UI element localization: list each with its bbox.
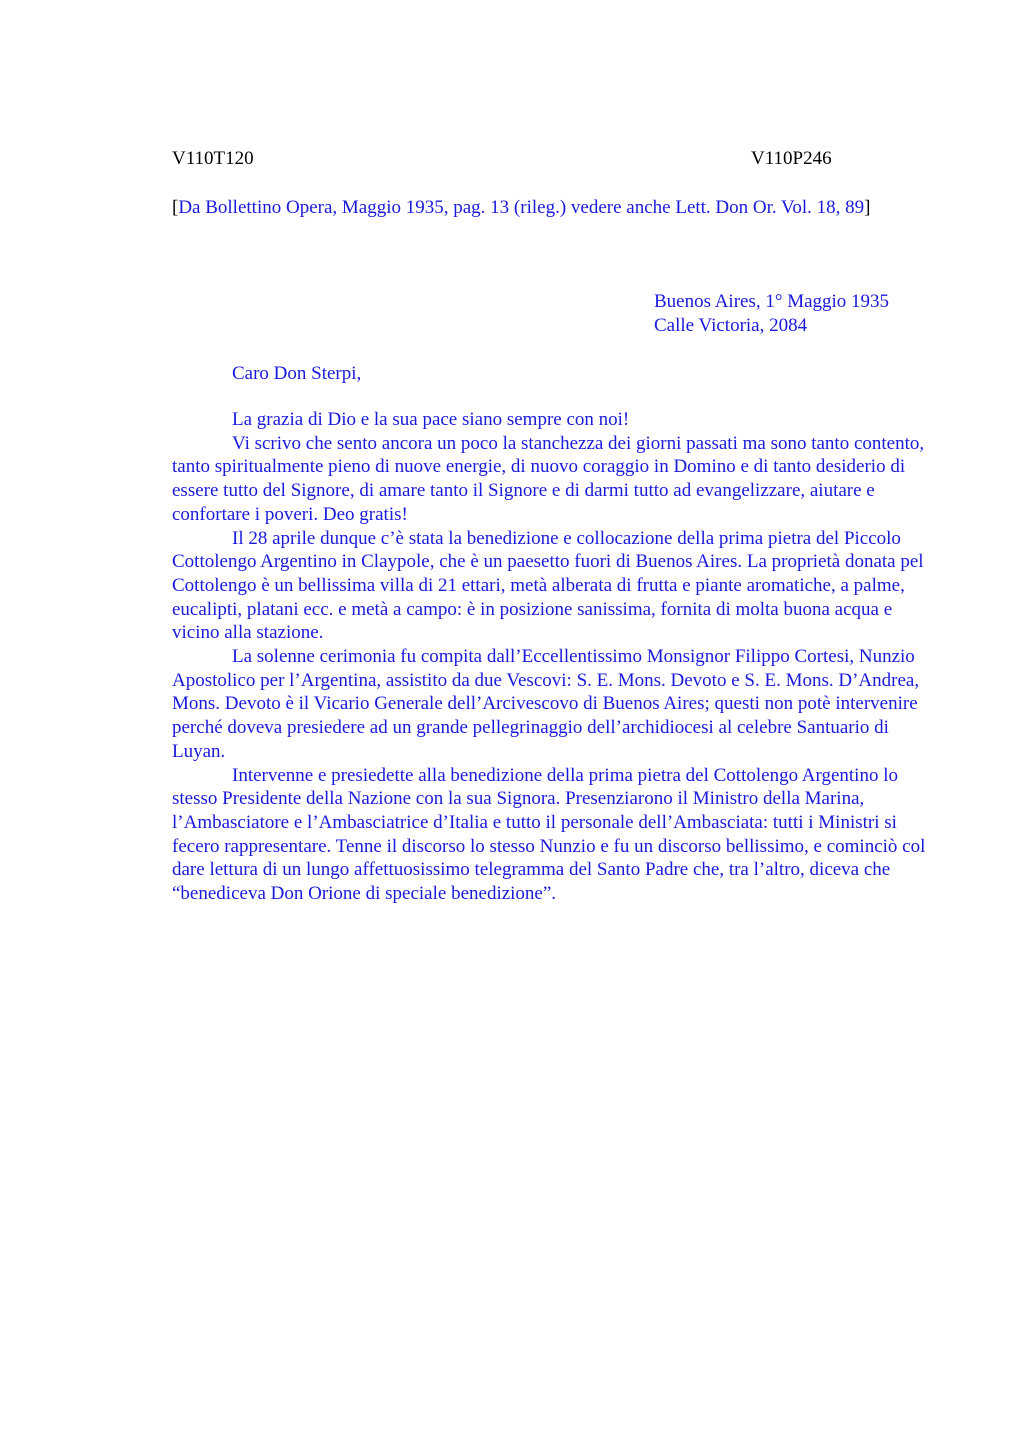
source-open-bracket: [ xyxy=(172,197,179,218)
paragraph: Intervenne e presiedette alla benedizione della prima pietra del Cottolengo Argentino lo stesso Presidente della Nazione con la sua Signora. Presenziarono il Ministro della Marina, l’Ambasciatore e l’Ambasciatrice d’Italia e tutto il personale dell’Ambasciata: tutti i Ministri si fecero rappresentare. Tenne il discorso lo stesso Nunzio e fu un discorso bellissimo, e cominciò col dare lettura di un lungo affettuosissimo telegramma del Santo Padre che, tra l’altro, diceva che “benediceva Don Orione di speciale benedizione”. xyxy=(172,764,926,905)
paragraph: La solenne cerimonia fu compita dall’Eccellentissimo Monsignor Filippo Cortesi, Nunzio Apostolico per l’Argentina, assistito da due Vescovi: S. E. Mons. Devoto e S. E. Mons. D’Andrea, Mons. Devoto è il Vicario Generale dell’Arcivescovo di Buenos Aires; questi non potè intervenire perché doveva presiedere ad un grande pellegrinaggio dell’archidiocesi al celebre Santuario di Luyan. xyxy=(172,646,920,762)
address-line: Calle Victoria, 2084 xyxy=(654,314,808,336)
source-reference-text: Da Bollettino Opera, Maggio 1935, pag. 13 (rileg.) vedere anche Lett. Don Or. Vol. 18, 89 xyxy=(178,197,865,218)
source-reference xyxy=(172,196,924,220)
place-date-line: Buenos Aires, 1° Maggio 1935 xyxy=(654,291,890,312)
letter-heading xyxy=(654,290,889,337)
paragraph: Il 28 aprile dunque c’è stata la benedizione e collocazione della prima pietra del Piccolo Cottolengo Argentino in Claypole, che è un paesetto fuori di Buenos Aires. La proprietà donata pel Cottolengo è un bellissima villa di 21 ettari, metà alberata di frutta e piante aromatiche, a palme, eucalipti, platani ecc. e metà a campo: è in posizione sanissima, fornita di molta buona acqua e vicino alla stazione. xyxy=(172,527,924,644)
document-code-right: V110P246 xyxy=(751,148,832,169)
source-close-bracket: ] xyxy=(864,197,871,218)
paragraph: Vi scrivo che sento ancora un poco la stanchezza dei giorni passati ma sono tanto contento, tanto spiritualmente pieno di nuove energie, di nuovo coraggio in Domino e di tanto desiderio di essere tutto del Signore, di amare tanto il Signore e di darmi tutto ad evangelizzare, aiutare e confortare i poveri. Deo gratis! xyxy=(172,432,925,525)
paragraph: La grazia di Dio e la sua pace siano sempre con noi! xyxy=(232,409,630,430)
document-code-left: V110T120 xyxy=(172,148,254,169)
salutation: Caro Don Sterpi, xyxy=(232,363,362,384)
letter-body xyxy=(172,408,932,906)
